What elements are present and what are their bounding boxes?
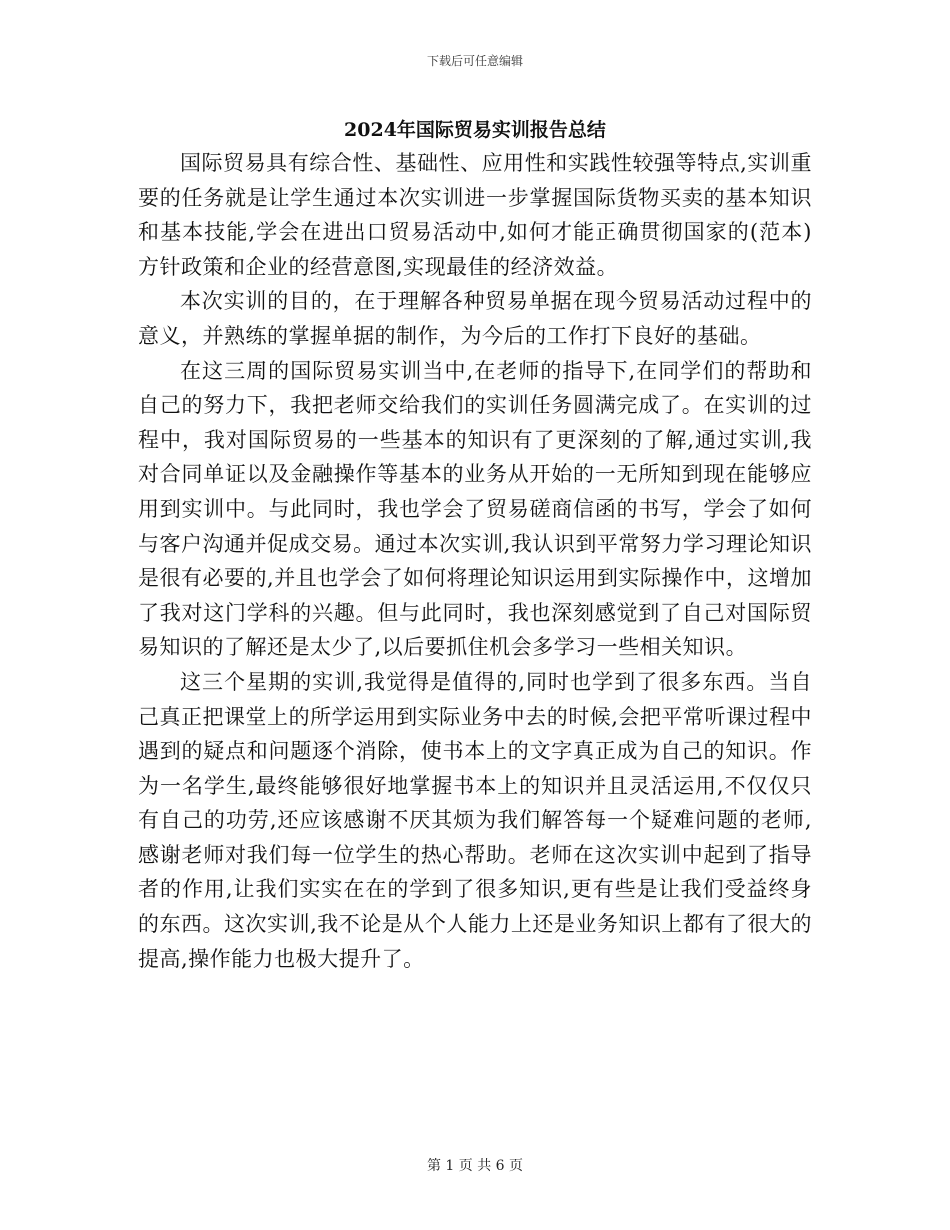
paragraph-4: 这三个星期的实训,我觉得是值得的,同时也学到了很多东西。当自己真正把课堂上的所学运用到实际业务中去的时候,会把平常听课过程中遇到的疑点和问题逐个消除，使书本上的文字真正成为自己的知识。作为一名学生,最终能够很好地掌握书本上的知识并且灵活运用,不仅仅只有自己的功劳,还应该感谢不厌其烦为我们解答每一个疑难问题的老师,感谢老师对我们每一位学生的热心帮助。老师在这次实训中起到了指导者的作用,让我们实实在在的学到了很多知识,更有些是让我们受益终身的东西。这次实训,我不论是从个人能力上还是业务知识上都有了很大的提高,操作能力也极大提升了。 [138,669,812,971]
header-note: 下载后可任意编辑 [426,54,523,68]
page-number: 第 1 页 共 6 页 [426,1158,524,1174]
paragraph-3: 在这三周的国际贸易实训当中,在老师的指导下,在同学们的帮助和自己的努力下，我把老师交给我们的实训任务圆满完成了。在实训的过程中，我对国际贸易的一些基本的知识有了更深刻的了解,通过实训,我对合同单证以及金融操作等基本的业务从开始的一无所知到现在能够应用到实训中。与此同时，我也学会了贸易磋商信函的书写，学会了如何与客户沟通并促成交易。通过本次实训,我认识到平常努力学习理论知识是很有必要的,并且也学会了如何将理论知识运用到实际操作中，这增加了我对这门学科的兴趣。但与此同时，我也深刻感觉到了自己对国际贸易知识的了解还是太少了,以后要抓住机会多学习一些相关知识。 [138,358,812,660]
document-body [138,146,812,976]
paragraph-2: 本次实训的目的，在于理解各种贸易单据在现今贸易活动过程中的意义，并熟练的掌握单据的制作，为今后的工作打下良好的基础。 [138,289,812,348]
paragraph-1: 国际贸易具有综合性、基础性、应用性和实践性较强等特点,实训重要的任务就是让学生通过本次实训进一步掌握国际货物买卖的基本知识和基本技能,学会在进出口贸易活动中,如何才能正确贯彻国家的(范本)方针政策和企业的经营意图,实现最佳的经济效益。 [138,151,812,279]
document-title: 2024年国际贸易实训报告总结 [344,119,606,141]
